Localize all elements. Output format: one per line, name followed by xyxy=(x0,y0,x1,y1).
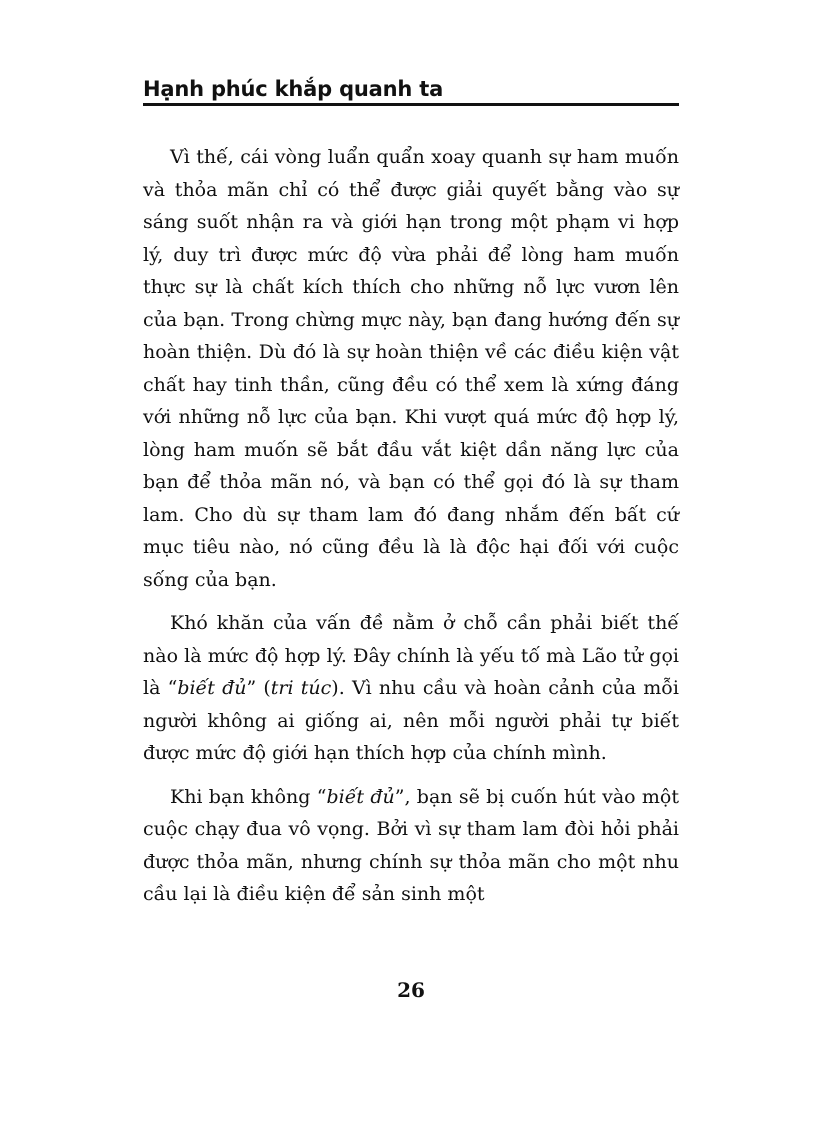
paragraph-2-italic-biet-du: biết đủ xyxy=(177,677,247,699)
paragraph-2-text-a: Khó khăn của vấn đề nằm ở chỗ cần phải biết thế nào là mức độ hợp lý. Đây chính là yếu tố mà Lão tử gọi là “ xyxy=(143,612,679,699)
paragraph-3-italic-biet-du: biết đủ xyxy=(326,785,395,808)
header-rule xyxy=(143,103,679,106)
paragraph-2 xyxy=(143,607,679,770)
page-number: 26 xyxy=(397,978,425,1002)
paragraph-2-text-c: ). Vì nhu cầu và hoàn cảnh của mỗi người không ai giống ai, nên mỗi người phải tự biết được mức độ giới hạn thích hợp của chính mình. xyxy=(143,677,679,764)
body-text xyxy=(143,141,679,911)
paragraph-1: Vì thế, cái vòng luẩn quẩn xoay quanh sự ham muốn và thỏa mãn chỉ có thể được giải quyết bằng vào sự sáng suốt nhận ra và giới hạn trong một phạm vi hợp lý, duy trì được mức độ vừa phải để lòng ham muốn thực sự là chất kích thích cho những nỗ lực vươn lên của bạn. Trong chừng mực này, bạn đang hướng đến sự hoàn thiện. Dù đó là sự hoàn thiện về các điều kiện vật chất hay tinh thần, cũng đều có thể xem là xứng đáng với những nỗ lực của bạn. Khi vượt quá mức độ hợp lý, lòng ham muốn sẽ bắt đầu vắt kiệt dần năng lực của bạn để thỏa mãn nó, và bạn có thể gọi đó là sự tham lam. Cho dù sự tham lam đó đang nhắm đến bất cứ mục tiêu nào, nó cũng đều là là độc hại đối với cuộc sống của bạn. xyxy=(143,146,679,591)
paragraph-2-text-b: ” ( xyxy=(246,677,271,699)
paragraph-3-text-a: Khi bạn không “ xyxy=(170,785,327,808)
paragraph-2-italic-tri-tuc: tri túc xyxy=(270,677,332,699)
paragraph-3-text-b: ”, bạn sẽ bị cuốn hút vào một cuộc chạy đua vô vọng. Bởi vì sự tham lam đòi hỏi phải được thỏa mãn, nhưng chính sự thỏa mãn cho một nhu cầu lại là điều kiện để sản sinh một xyxy=(143,785,680,905)
paragraph-3 xyxy=(143,781,679,911)
running-header-title: Hạnh phúc khắp quanh ta xyxy=(143,77,444,101)
